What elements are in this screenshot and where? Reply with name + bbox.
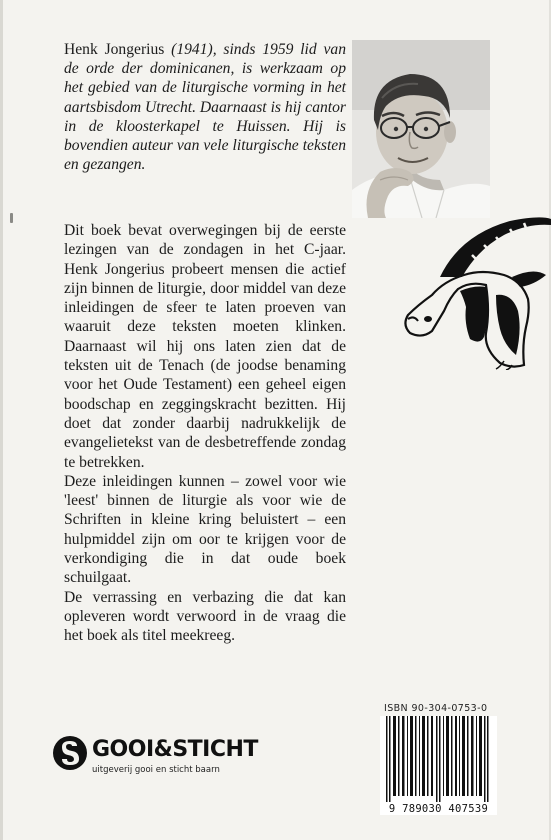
isbn-label: ISBN 90-304-0753-0 <box>384 703 488 714</box>
author-bio <box>64 40 346 174</box>
goat-illustration <box>400 215 551 370</box>
barcode-number: 9 789030 407539 <box>380 803 497 815</box>
book-description <box>64 221 346 646</box>
goat-head-icon <box>400 215 551 370</box>
author-bio-text: (1941), sinds 1959 lid van de orde der dominicanen, is werkzaam op het gebied van de liturgische vorming in het aartsbisdom Utrecht. Daarnaast is hij cantor in de kloosterkapel te Huissen. Hij is bovendien auteur van vele liturgische teksten en gezangen. <box>64 41 346 174</box>
margin-mark <box>10 213 13 223</box>
barcode <box>380 716 497 808</box>
publisher-name: GOOI&STICHT <box>92 737 258 762</box>
author-photo <box>352 40 490 218</box>
barcode-bars-icon <box>380 716 497 802</box>
description-paragraph-3: De verrassing en verbazing die dat kan opleveren wordt verwoord in de vraag die het boek als titel meekreeg. <box>64 588 346 645</box>
author-name: Henk Jongerius <box>64 41 165 58</box>
publisher-logo <box>52 735 302 785</box>
description-paragraph-1: Dit boek bevat overwegingen bij de eerste lezingen van de zondagen in het C-jaar. Henk Jongerius probeert mensen die actief zijn binnen de liturgie, door middel van deze inleidingen de sfeer te laten proeven van waaruit deze teksten moeten klinken. Daarnaast wil hij ons laten zien dat de teksten uit de Tenach (de joodse benaming voor het Oude Testament) een geheel eigen boodschap en zeggingskracht bezitten. Hij doet dat zonder daarbij nadrukkelijk de evangelietekst van de desbetreffende zondag te betrekken. <box>64 222 346 471</box>
publisher-tagline: uitgeverij gooi en sticht baarn <box>92 765 220 775</box>
double-s-icon <box>52 735 88 771</box>
description-paragraph-2: Deze inleidingen kunnen – zowel voor wie 'leest' binnen de liturgie als voor wie de Schriften in kleine kring beluistert – een hulpmiddel zijn om oor te krijgen voor de verkondiging die in dat oude boek schuilgaat. <box>64 472 346 587</box>
author-portrait-icon <box>352 40 490 218</box>
